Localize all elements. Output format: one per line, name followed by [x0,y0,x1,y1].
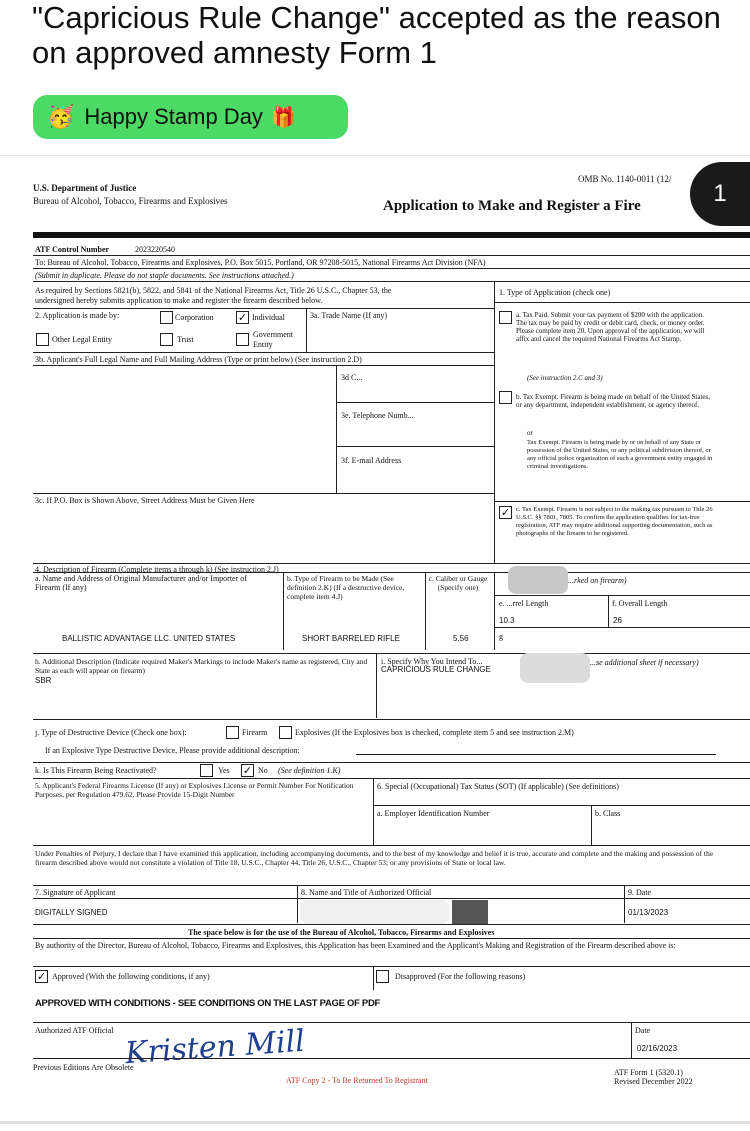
government-label: Government [253,330,293,339]
redaction-serial [508,566,568,594]
revised-date: Revised December 2022 [614,1077,693,1086]
overall-length-value: 26 [613,616,622,625]
trust-label: Trust [177,335,194,344]
required-line-1: As required by Sections 5821(b), 5822, and 5841 of the National Firearms Act, Title 26 U.S.C., Chapter 53, the [35,286,392,295]
official-signature: Kristen Mill [123,1023,306,1072]
government-checkbox[interactable] [236,333,249,346]
q1-label: 1. Type of Application (check one) [499,288,611,297]
redaction-official [452,900,488,924]
q4a-label: a. Name and Address of Original Manufacturer and/or Importer of Firearm (If any) [35,574,247,592]
firearm-checkbox[interactable] [226,726,239,739]
q4b-label: b. Type of Firearm to be Made (See definition 2.K) (If a destructive device, complete item 4.J) [287,574,405,601]
reactivated-yes-checkbox[interactable] [200,764,213,777]
explosives-label: Explosives (If the Explosives box is checked, complete item 5 and see instruction 2.M) [295,728,574,737]
q4j-label: j. Type of Destructive Device (Check one box): [35,728,187,737]
form-image[interactable] [0,155,750,1126]
q3c-label: 3c. If P.O. Box is Shown Above, Street Address Must be Given Here [35,496,255,505]
to-line: To: Bureau of Alcohol, Tobacco, Firearms and Explosives, P.O. Box 5015, Portland, OR 97208-5015, National Firearms Act Division (NFA) [35,258,486,267]
corporation-label: Corporation [175,313,214,322]
approval-date-label: Date [635,1026,651,1035]
individual-checkbox[interactable]: ✓ [237,311,248,324]
q3e-label: 3e. Telephone Numb... [341,411,414,420]
q6b-label: b. Class [595,809,621,818]
entity-label: Entity [253,340,273,349]
tax-exempt-us-text: b. Tax Exempt. Firearm is being made on behalf of the United States, or any department, independent establishment, or agency thereof. [516,393,710,409]
approved-checkbox[interactable]: ✓ [36,970,47,983]
required-line-2: undersigned hereby submits application to make and register the firearm described below. [35,296,323,305]
form-heading: Application to Make and Register a Fire [383,198,641,214]
dept-name: U.S. Department of Justice [33,183,137,193]
other-entity-checkbox[interactable] [36,333,49,346]
q3b-label: 3b. Applicant's Full Legal Name and Full Mailing Address (Type or print below) (See instruction 2.D) [35,355,362,364]
partying-face-icon: 🥳 [47,104,75,129]
q4i-label: i. Specify Why You Intend To... [381,657,483,666]
copy-note: ATF Copy 2 - To Be Returned To Registrant [286,1076,428,1085]
disapproved-checkbox[interactable] [376,970,389,983]
q4-label: 4. Description of Firearm (Complete items a through k) (See instruction 2.J) [35,565,279,574]
gift-icon: 🎁 [270,106,296,129]
tax-exempt-rule-text: c. Tax Exempt. Firearm is not subject to the making tax pursuant to Title 26 U.S.C. §§ 7801, 7805. To confirm the application qualifies for tax-free registration, ATF may require additional supporting documentation, such as photographs of the firearm to be registered. [516,506,713,537]
q4d-label: ...rked on firearm) [568,576,627,585]
additional-description-value: SBR [35,676,52,685]
q6-label: 6. Special (Occupational) Tax Status (SOT) (If applicable) (See definitions) [377,782,619,791]
perjury-statement: Under Penalties of Perjury, I declare that I have examined this application, including accompanying documents, and to the best of my knowledge and belief it is true, accurate and complete and the making and possession of the firearm described above would not constitute a violation of Title 18, U.S.C., Chapter 44, Title 26, U.S.C., Chapter 53; or any provisions of State or local law. [35,849,714,867]
yes-label: Yes [218,766,230,775]
trust-checkbox[interactable] [160,333,173,346]
individual-label: Individual [252,313,285,322]
q4k-label: k. Is This Firearm Being Reactivated? [35,766,157,775]
approval-date-value: 02/16/2023 [637,1044,678,1053]
flair-tag[interactable] [33,95,348,139]
tax-exempt-state-text: Tax Exempt. Firearm is being made by or on behalf of any State or possession of the United States, or any political subdivision thereof, or any official police organization of such a government entity engaged in criminal investigations. [527,439,713,470]
tax-exempt-us-checkbox[interactable] [499,391,512,404]
control-label: ATF Control Number [35,245,110,254]
corporation-checkbox[interactable] [160,311,173,324]
reactivated-no-checkbox[interactable]: ✓ [242,764,253,777]
atf-use-heading: The space below is for the use of the Bureau of Alcohol, Tobacco, Firearms and Explosives [188,928,495,937]
form-id: ATF Form 1 (5320.1) [614,1068,683,1077]
firearm-label: Firearm [242,728,268,737]
explosives-checkbox[interactable] [279,726,292,739]
control-number: 2023220540 [135,245,175,254]
page-indicator: 1 [690,162,750,226]
submit-note: (Submit in duplicate. Please do not staple documents. See instructions attached.) [35,271,294,280]
q2-label: 2. Application is made by: [35,311,120,320]
q5-label: 5. Applicant's Federal Firearms License (If any) or Explosives License or Permit Number For Notification Purposes, per Regulation 479.62, Please Provide 15-Digit Number [35,781,354,799]
or-label: or [527,429,533,437]
intent-reason-value: CAPRICIOUS RULE CHANGE [381,665,491,674]
firearm-type-value: SHORT BARRELED RIFLE [302,634,400,643]
q4g-label: g [499,632,503,641]
q3d-label: 3d C... [341,373,363,382]
q6a-label: a. Employer Identification Number [377,809,490,818]
q4f-label: f. Overall Length [612,599,668,608]
q3f-label: 3f. E-mail Address [341,456,402,465]
applicant-date-value: 01/13/2023 [628,908,669,917]
q4k-definition: (See definition 1.K) [278,766,341,775]
tax-paid-checkbox[interactable] [499,311,512,324]
flair-label: Happy Stamp Day [84,104,263,129]
caliber-value: 5.56 [453,634,469,643]
barrel-length-value: 10.3 [499,616,515,625]
q4i-note: ...se additional sheet if necessary) [590,658,699,667]
tax-paid-text: a. Tax Paid. Submit your tax payment of $200 with the application. The tax may be paid by credit or debit card, check, or money order. Please complete item 20. Upon approval of the application, we will affix and cancel the required National Firearms Act Stamp. [516,311,705,343]
q4e-label: e. ...rrel Length [499,599,549,608]
bottom-divider [0,1121,750,1124]
q8-label: 8. Name and Title of Authorized Official [301,888,432,897]
q7-label: 7. Signature of Applicant [35,888,116,897]
tax-paid-note: (See instruction 2.C and 3) [527,374,603,382]
q9-label: 9. Date [628,888,652,897]
redaction-official-light [300,900,450,924]
applicant-signature-value: DIGITALLY SIGNED [35,908,108,917]
q4h-label: h. Additional Description (Indicate required Maker's Markings to include Maker's name as registered, City and State as each will appear on firearm) [35,657,368,675]
manufacturer-value: BALLISTIC ADVANTAGE LLC. UNITED STATES [62,634,236,643]
approval-conditions: APPROVED WITH CONDITIONS - SEE CONDITIONS ON THE LAST PAGE OF PDF [35,998,381,1009]
q4c-label: c. Caliber or Gauge (Specify one) [428,574,488,592]
disapproved-label: Disapproved (For the following reasons) [395,972,526,981]
other-entity-label: Other Legal Entity [52,335,112,344]
omb-number: OMB No. 1140-0011 (12/ [578,174,672,184]
q3a-label: 3a. Trade Name (If any) [310,311,388,320]
no-label: No [258,766,268,775]
approved-label: Approved (With the following conditions, if any) [52,972,210,981]
q4j-description-label: If an Explosive Type Destructive Device, Please provide additional description: [45,746,300,755]
heading-rule [33,232,750,238]
tax-exempt-rule-checkbox[interactable]: ✓ [500,506,511,519]
post-title: "Capricious Rule Change" accepted as the reason on approved amnesty Form 1 [32,0,721,70]
authority-statement: By authority of the Director, Bureau of Alcohol, Tobacco, Firearms and Explosives, this Application has been Examined and the Applicant's Making and Registration of the Firearm described above is: [35,941,676,950]
bureau-name: Bureau of Alcohol, Tobacco, Firearms and Explosives [33,196,228,206]
previous-editions: Previous Editions Are Obsolete [33,1063,134,1072]
authorized-official-label: Authorized ATF Official [35,1026,114,1035]
redaction-make [520,653,590,683]
